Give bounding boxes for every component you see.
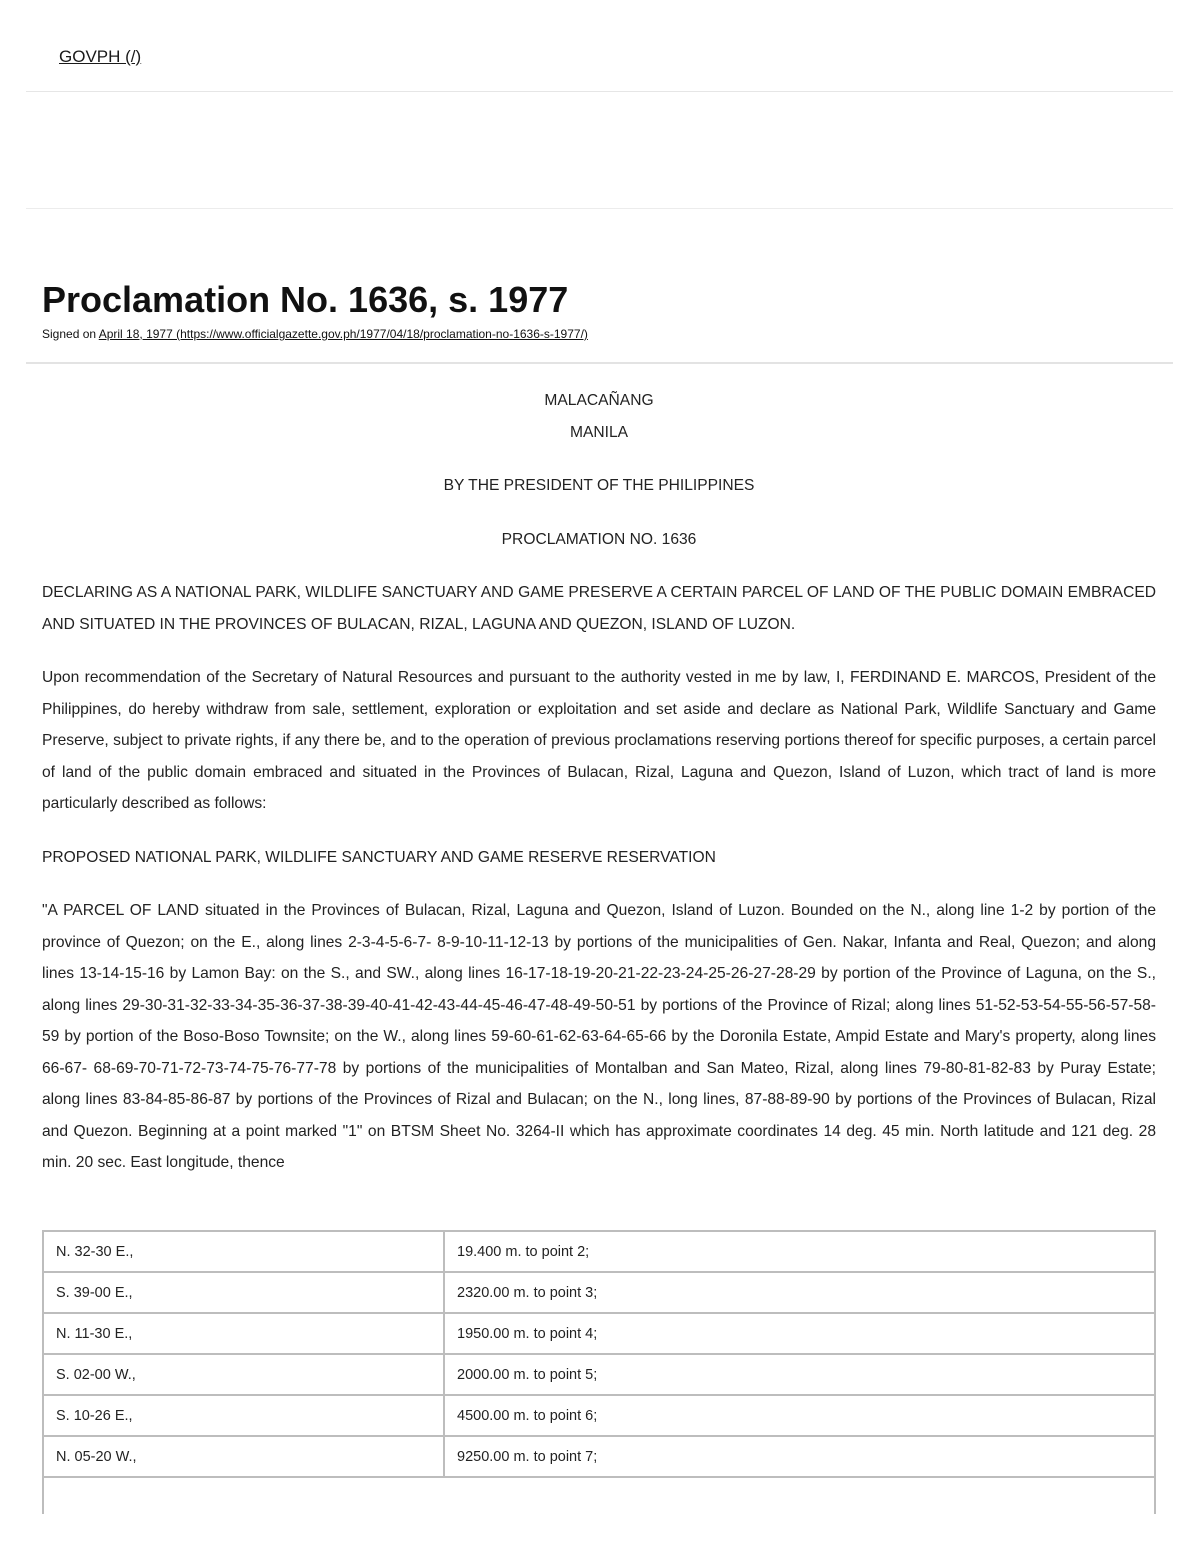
parcel-description-paragraph: "A PARCEL OF LAND situated in the Provinces of Bulacan, Rizal, Laguna and Quezon, Island of Luzon. Bounded on the N., along line 1-2 by portion of the province of Quezon; on the E., along lines 2-3-4-5-6-7- 8-9-10-11-12-13 by portions of the municipalities of Gen. Nakar, Infanta and Real, Quezon; and along lines 13-14-15-16 by Lamon Bay: on the S., and SW., along lines 16-17-18-19-20-21-22-23-24-25-26-27-28-29 by portion of the Province of Laguna, on the S., along lines 29-30-31-32-33-34-35-36-37-38-39-40-41-42-43-44-45-46-47-48-49-50-51 by portions of the Province of Rizal; along lines 51-52-53-54-55-56-57-58-59 by portion of the Boso-Boso Townsite; on the W., along lines 59-60-61-62-63-64-65-66 by the Doronila Estate, Ampid Estate and Mary's property, along lines 66-67- 68-69-70-71-72-73-74-75-76-77-78 by portions of the municipalities of Montalban and San Mateo, Rizal, along lines 79-80-81-82-83 by Puray Estate; along lines 83-84-85-86-87 by portions of the Provinces of Rizal and Bulacan; on the N., long lines, 87-88-89-90 by portions of the Provinces of Bulacan, Rizal and Quezon. Beginning at a point marked "1" on BTSM Sheet No. 3264-II which has approximate coordinates 14 deg. 45 min. North latitude and 121 deg. 28 min. 20 sec. East longitude, thence	[42, 902, 1156, 1171]
distance-cell: 2000.00 m. to point 5;	[444, 1354, 1155, 1395]
distance-cell: 19.400 m. to point 2;	[444, 1231, 1155, 1272]
proposed-reservation-heading: PROPOSED NATIONAL PARK, WILDLIFE SANCTUARY AND GAME RESERVE RESERVATION	[42, 848, 716, 866]
table-row	[43, 1231, 1155, 1272]
table-cell-partial	[43, 1477, 1155, 1514]
distance-cell: 9250.00 m. to point 7;	[444, 1436, 1155, 1477]
signed-date-line	[42, 327, 588, 341]
distance-cell: 2320.00 m. to point 3;	[444, 1272, 1155, 1313]
bearings-table-container	[42, 1230, 1156, 1514]
table-row	[43, 1313, 1155, 1354]
document-body	[42, 385, 1156, 1201]
table-row	[43, 1354, 1155, 1395]
signed-date-link[interactable]: April 18, 1977 (https://www.officialgazette.gov.ph/1977/04/18/proclamation-no-1636-s-1977/)	[98, 327, 588, 341]
distance-cell: 4500.00 m. to point 6;	[444, 1395, 1155, 1436]
by-president-heading: BY THE PRESIDENT OF THE PHILIPPINES	[443, 477, 755, 494]
banner-area	[26, 92, 1173, 209]
table-row	[43, 1395, 1155, 1436]
bearing-cell: S. 02-00 W.,	[43, 1354, 444, 1395]
distance-cell: 1950.00 m. to point 4;	[444, 1313, 1155, 1354]
table-row	[43, 1436, 1155, 1477]
manila-heading: MANILA	[569, 423, 629, 441]
bearing-cell: N. 11-30 E.,	[43, 1313, 444, 1354]
govph-home-link[interactable]: GOVPH (/)	[59, 47, 142, 66]
signed-prefix: Signed on	[42, 327, 97, 341]
document-header	[42, 385, 1156, 448]
bearing-cell: S. 10-26 E.,	[43, 1395, 444, 1436]
table-row	[43, 1272, 1155, 1313]
declaring-paragraph: DECLARING AS A NATIONAL PARK, WILDLIFE SANCTUARY AND GAME PRESERVE A CERTAIN PARCEL OF LAND OF THE PUBLIC DOMAIN EMBRACED AND SITUATED IN THE PROVINCES OF BULACAN, RIZAL, LAGUNA AND QUEZON, ISLAND OF LUZON.	[42, 584, 1156, 633]
proclamation-number-heading: PROCLAMATION NO. 1636	[501, 530, 697, 548]
top-navigation-bar	[26, 0, 1173, 92]
bearing-cell: S. 39-00 E.,	[43, 1272, 444, 1313]
bearing-cell: N. 32-30 E.,	[43, 1231, 444, 1272]
page-title: Proclamation No. 1636, s. 1977	[42, 279, 569, 320]
bearings-table	[42, 1230, 1156, 1514]
title-block	[26, 209, 1173, 364]
table-row-partial	[43, 1477, 1155, 1514]
recommendation-paragraph: Upon recommendation of the Secretary of Natural Resources and pursuant to the authority vested in me by law, I, FERDINAND E. MARCOS, President of the Philippines, do hereby withdraw from sale, settlement, exploration or exploitation and set aside and declare as National Park, Wildlife Sanctuary and Game Preserve, subject to private rights, if any there be, and to the operation of previous proclamations reserving portions thereof for specific purposes, a certain parcel of land of the public domain embraced and situated in the Provinces of Bulacan, Rizal, Laguna and Quezon, Island of Luzon, which tract of land is more particularly described as follows:	[42, 669, 1156, 812]
bearing-cell: N. 05-20 W.,	[43, 1436, 444, 1477]
malacanang-heading: MALACAÑANG	[544, 392, 654, 409]
